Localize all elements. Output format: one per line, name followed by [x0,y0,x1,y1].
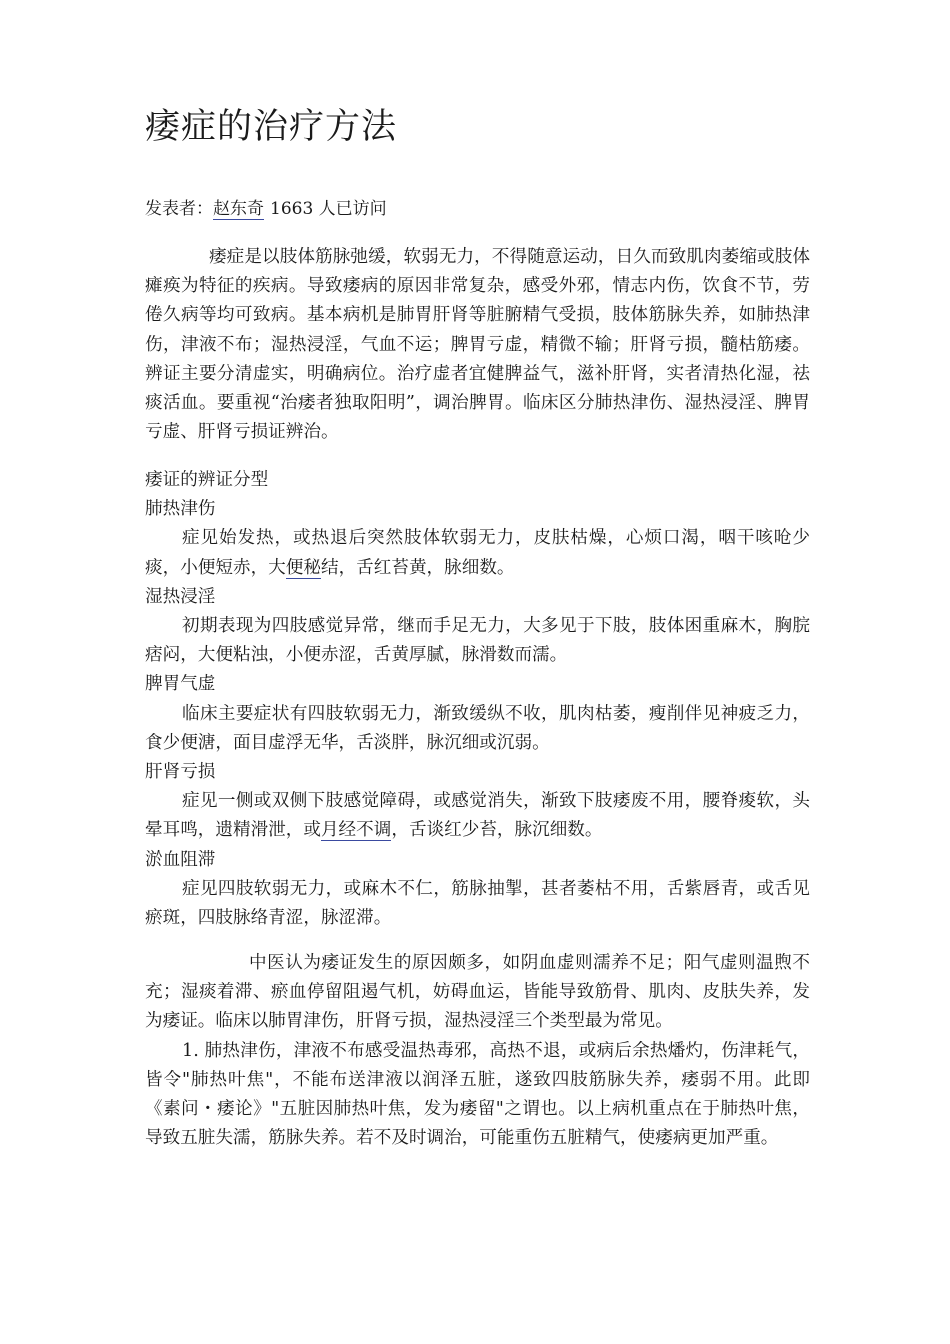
cause-paragraph: 中医认为痿证发生的原因颇多，如阴血虚则濡养不足；阳气虚则温煦不充；湿痰着滞、瘀血停留阻遏气机，妨碍血运，皆能导致筋骨、肌肉、皮肤失养，发为痿证。临床以肺胃津伤，肝肾亏损，湿热浸淫三个类型最为常见。 [145,953,810,1032]
cause-section [145,949,810,1153]
author-link[interactable]: 赵东奇 [213,199,264,219]
syndrome-types-section [145,466,810,933]
intro-section [145,243,810,447]
article-meta [145,197,387,221]
type-description-spleen-stomach: 临床主要症状有四肢软弱无力，渐致缓纵不收，肌肉枯萎，瘦削伴见神疲乏力，食少便溏，面目虚浮无华，舌淡胖，脉沉细或沉弱。 [145,703,810,753]
type-description-damp-heat: 初期表现为四肢感觉异常，继而手足无力，大多见于下肢，肢体困重麻木，胸脘痞闷，大便粘浊，小便赤涩，舌黄厚腻，脉滑数而濡。 [145,616,810,666]
type-description-blood-stasis: 症见四肢软弱无力，或麻木不仁，筋脉抽掣，甚者萎枯不用，舌紫唇青，或舌见瘀斑，四肢脉络青涩，脉涩滞。 [145,878,810,929]
type-heading-liver-kidney: 肝肾亏损 [145,762,216,783]
type-description-liver-kidney: 症见一侧或双侧下肢感觉障碍，或感觉消失，渐致下肢痿废不用，腰脊痠软，头晕耳鸣，遗精滑泄，或月经不调，舌谈红少苔，脉沉细数。 [145,791,810,841]
types-heading: 痿证的辨证分型 [145,470,269,490]
type-description-lung-heat: 症见始发热，或热退后突然肢体软弱无力，皮肤枯燥，心烦口渴，咽干咳呛少痰，小便短赤，大便秘结，舌红苔黄，脉细数。 [145,528,810,578]
intro-paragraph: 痿症是以肢体筋脉弛缓，软弱无力，不得随意运动，日久而致肌肉萎缩或肢体瘫痪为特征的疾病。导致痿病的原因非常复杂，感受外邪，情志内伤，饮食不节，劳倦久病等均可致病。基本病机是肺胃肝肾等脏腑精气受损，肢体筋脉失养，如肺热津伤，津液不布；湿热浸淫，气血不运；脾胃亏虚，精微不输；肝肾亏损，髓枯筋痿。辨证主要分清虚实，明确病位。治疗虚者宜健脾益气，滋补肝肾，实者清热化湿，祛痰活血。要重视“治痿者独取阳明”，调治脾胃。临床区分肺热津伤、湿热浸淫、脾胃亏虚、肝肾亏损证辨治。 [145,247,810,443]
type-heading-blood-stasis: 淤血阻滞 [145,849,216,870]
author-prefix: 发表者： [145,199,213,219]
type-heading-spleen-stomach: 脾胃气虚 [145,674,216,695]
keyword-link-irregular-menstruation[interactable]: 月经不调 [320,820,392,841]
visit-count: 1663 人已访问 [270,199,387,219]
type-heading-lung-heat: 肺热津伤 [145,499,216,520]
article-title: 痿症的治疗方法 [145,107,398,147]
point-1-paragraph: 1. 肺热津伤，津液不布感受温热毒邪，高热不退，或病后余热燔灼，伤津耗气，皆令"肺热叶焦"，不能布送津液以润泽五脏，遂致四肢筋脉失养，痿弱不用。此即《素问・痿论》"五脏因肺热叶焦，发为痿留"之谓也。以上病机重点在于肺热叶焦，导致五脏失濡，筋脉失养。若不及时调治，可能重伤五脏精气，使痿病更加严重。 [145,1040,810,1149]
keyword-link-constipation[interactable]: 便秘 [285,557,321,578]
type-heading-damp-heat: 湿热浸淫 [145,586,216,607]
